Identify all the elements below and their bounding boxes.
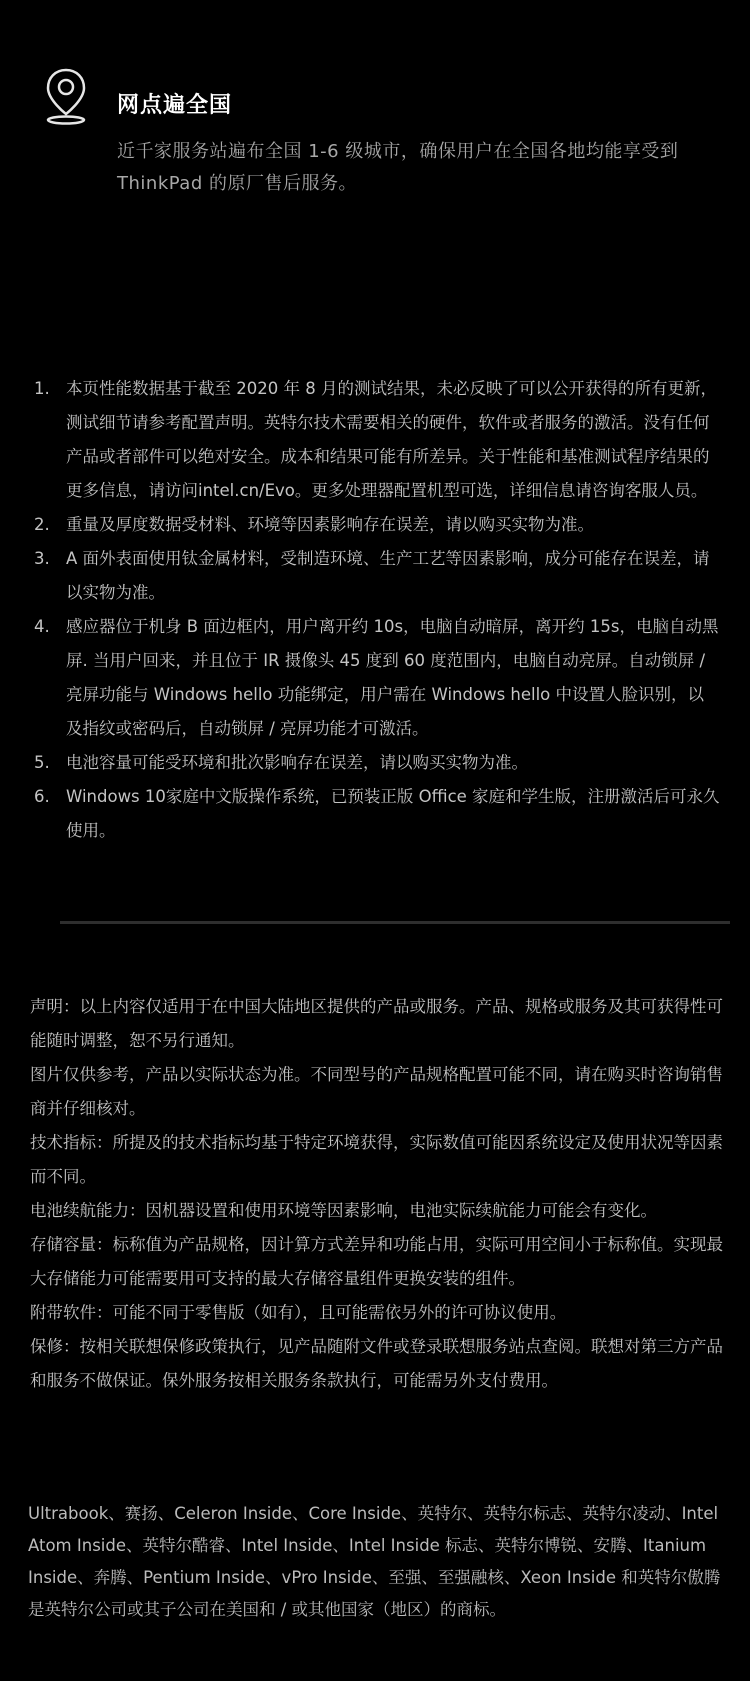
footnote-text: 本页性能数据基于截至 2020 年 8 月的测试结果，未必反映了可以公开获得的所有更新，测试细节请参考配置声明。英特尔技术需要相关的硬件，软件或者服务的激活。没有任何产品或者部件可以绝对安全。成本和结果可能有所差异。关于性能和基准测试程序结果的更多信息，请访问intel.cn/Evo。更多处理器配置机型可选，详细信息请咨询客服人员。 bbox=[66, 379, 717, 500]
footnote-item bbox=[0, 542, 750, 610]
disclaimer-section bbox=[30, 990, 728, 1398]
footnote-number: 3. bbox=[34, 549, 50, 568]
service-title: 网点遍全国 bbox=[117, 93, 233, 118]
footnote-number: 6. bbox=[34, 787, 50, 806]
disclaimer-tech-specs: 技术指标：所提及的技术指标均基于特定环境获得，实际数值可能因系统设定及使用状况等因素而不同。 bbox=[30, 1133, 723, 1186]
disclaimer-statement: 声明：以上内容仅适用于在中国大陆地区提供的产品或服务。产品、规格或服务及其可获得性可能随时调整，恕不另行通知。 bbox=[30, 997, 723, 1050]
disclaimer-image-note: 图片仅供参考，产品以实际状态为准。不同型号的产品规格配置可能不同，请在购买时咨询销售商并仔细核对。 bbox=[30, 1065, 723, 1118]
footnote-text: 电池容量可能受环境和批次影响存在误差，请以购买实物为准。 bbox=[66, 753, 528, 772]
footnote-item bbox=[0, 508, 750, 542]
service-description: 近千家服务站遍布全国 1-6 级城市，确保用户在全国各地均能享受到 ThinkPad 的原厂售后服务。 bbox=[117, 141, 679, 194]
footnote-number: 5. bbox=[34, 753, 50, 772]
footnote-item bbox=[0, 780, 750, 848]
footnote-number: 1. bbox=[34, 379, 50, 398]
disclaimer-storage: 存储容量：标称值为产品规格，因计算方式差异和功能占用，实际可用空间小于标称值。实现最大存储能力可能需要用可支持的最大存储容量组件更换安装的组件。 bbox=[30, 1235, 723, 1288]
section-divider bbox=[60, 921, 730, 924]
footnote-number: 2. bbox=[34, 515, 50, 534]
disclaimer-warranty: 保修：按相关联想保修政策执行，见产品随附文件或登录联想服务站点查阅。联想对第三方产品和服务不做保证。保外服务按相关服务条款执行，可能需另外支付费用。 bbox=[30, 1337, 723, 1390]
footnote-number: 4. bbox=[34, 617, 50, 636]
location-pin-icon bbox=[44, 66, 88, 126]
disclaimer-software: 附带软件：可能不同于零售版（如有），且可能需依另外的许可协议使用。 bbox=[30, 1303, 567, 1322]
disclaimer-battery: 电池续航能力：因机器设置和使用环境等因素影响，电池实际续航能力可能会有变化。 bbox=[30, 1201, 657, 1220]
footnote-item bbox=[0, 372, 750, 508]
footnote-text: Windows 10家庭中文版操作系统，已预装正版 Office 家庭和学生版，注册激活后可永久使用。 bbox=[66, 787, 720, 840]
footnote-text: 感应器位于机身 B 面边框内，用户离开约 10s，电脑自动暗屏，离开约 15s，电脑自动黑屏. 当用户回来，并且位于 IR 摄像头 45 度到 60 度范围内，电脑自动亮屏。自动锁屏 / 亮屏功能与 Windows hello 功能绑定，用户需在 Windows hello 中设置人脸识别，以及指纹或密码后，自动锁屏 / 亮屏功能才可激活。 bbox=[66, 617, 719, 738]
footnote-text: 重量及厚度数据受材料、环境等因素影响存在误差，请以购买实物为准。 bbox=[66, 515, 594, 534]
footnotes-list bbox=[0, 372, 750, 848]
footnote-item bbox=[0, 610, 750, 746]
footnote-text: A 面外表面使用钛金属材料，受制造环境、生产工艺等因素影响，成分可能存在误差，请以实物为准。 bbox=[66, 549, 710, 602]
trademark-notice: Ultrabook、赛扬、Celeron Inside、Core Inside、英特尔、英特尔标志、英特尔凌动、Intel Atom Inside、英特尔酷睿、Intel Inside、Intel Inside 标志、英特尔博锐、安腾、Itanium Inside、奔腾、Pentium Inside、vPro Inside、至强、至强融核、Xeon Inside 和英特尔傲腾是英特尔公司或其子公司在美国和 / 或其他国家（地区）的商标。 bbox=[28, 1504, 721, 1619]
footnote-item bbox=[0, 746, 750, 780]
